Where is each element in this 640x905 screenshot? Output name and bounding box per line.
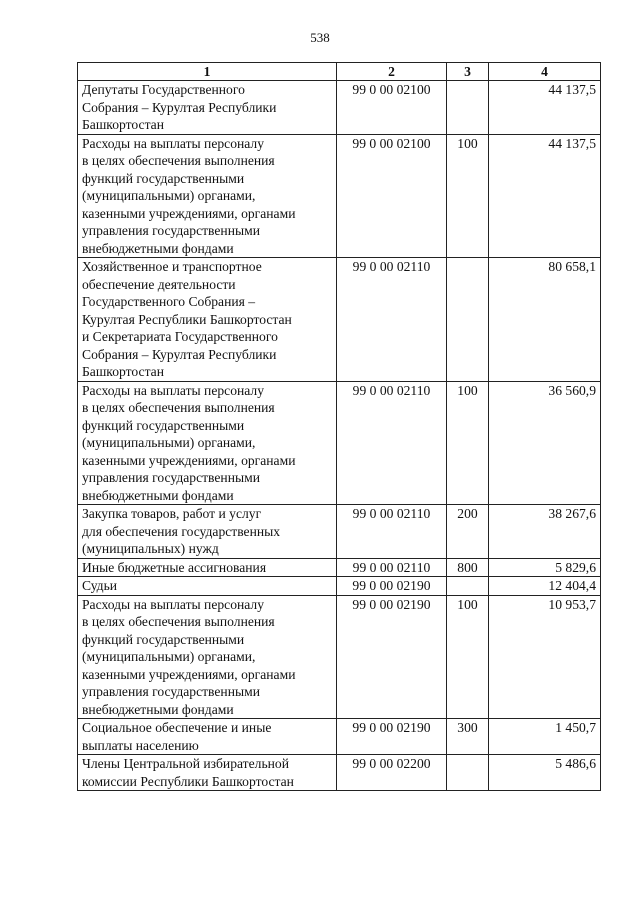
cell-type: 100	[447, 595, 489, 719]
cell-sum: 36 560,9	[489, 381, 601, 505]
page-number: 538	[310, 30, 330, 45]
cell-name: Иные бюджетные ассигнования	[78, 558, 337, 577]
cell-code: 99 0 00 02190	[337, 577, 447, 596]
header-col-2: 2	[337, 63, 447, 81]
cell-code: 99 0 00 02110	[337, 258, 447, 382]
table-row	[78, 577, 601, 596]
cell-code: 99 0 00 02110	[337, 381, 447, 505]
cell-type: 200	[447, 505, 489, 559]
cell-type: 100	[447, 381, 489, 505]
cell-type: 300	[447, 719, 489, 755]
table-row	[78, 719, 601, 755]
table-row	[78, 381, 601, 505]
cell-name: Члены Центральной избирательной комиссии Республики Башкортостан	[78, 755, 337, 791]
cell-name: Расходы на выплаты персоналу в целях обеспечения выполнения функций государственными (муниципальными) органами, казенными учреждениями, органами управления государственными внебюджетными фондами	[78, 595, 337, 719]
cell-sum: 44 137,5	[489, 134, 601, 258]
cell-name: Социальное обеспечение и иные выплаты населению	[78, 719, 337, 755]
cell-name: Депутаты Государственного Собрания – Курултая Республики Башкортостан	[78, 81, 337, 135]
cell-name: Хозяйственное и транспортное обеспечение деятельности Государственного Собрания – Курултая Республики Башкортостан и Секретариата Государственного Собрания – Курултая Республики Башкортостан	[78, 258, 337, 382]
cell-type	[447, 755, 489, 791]
table-row	[78, 81, 601, 135]
header-col-1: 1	[78, 63, 337, 81]
cell-type: 100	[447, 134, 489, 258]
cell-name: Расходы на выплаты персоналу в целях обеспечения выполнения функций государственными (муниципальными) органами, казенными учреждениями, органами управления государственными внебюджетными фондами	[78, 381, 337, 505]
cell-sum: 80 658,1	[489, 258, 601, 382]
table-header-row	[78, 63, 601, 81]
cell-code: 99 0 00 02100	[337, 134, 447, 258]
cell-name: Закупка товаров, работ и услуг для обеспечения государственных (муниципальных) нужд	[78, 505, 337, 559]
cell-sum: 38 267,6	[489, 505, 601, 559]
cell-type	[447, 81, 489, 135]
cell-sum: 44 137,5	[489, 81, 601, 135]
cell-sum: 12 404,4	[489, 577, 601, 596]
cell-code: 99 0 00 02110	[337, 558, 447, 577]
table-row	[78, 134, 601, 258]
table-body	[78, 81, 601, 791]
cell-sum: 1 450,7	[489, 719, 601, 755]
cell-type: 800	[447, 558, 489, 577]
cell-name: Расходы на выплаты персоналу в целях обеспечения выполнения функций государственными (муниципальными) органами, казенными учреждениями, органами управления государственными внебюджетными фондами	[78, 134, 337, 258]
table-row	[78, 558, 601, 577]
cell-type	[447, 258, 489, 382]
budget-table	[77, 62, 601, 791]
cell-name: Судьи	[78, 577, 337, 596]
cell-code: 99 0 00 02200	[337, 755, 447, 791]
cell-sum: 5 486,6	[489, 755, 601, 791]
cell-code: 99 0 00 02190	[337, 719, 447, 755]
cell-sum: 5 829,6	[489, 558, 601, 577]
cell-code: 99 0 00 02110	[337, 505, 447, 559]
table-row	[78, 505, 601, 559]
table-row	[78, 755, 601, 791]
table-row	[78, 258, 601, 382]
cell-sum: 10 953,7	[489, 595, 601, 719]
cell-type	[447, 577, 489, 596]
cell-code: 99 0 00 02190	[337, 595, 447, 719]
cell-code: 99 0 00 02100	[337, 81, 447, 135]
table-row	[78, 595, 601, 719]
header-col-3: 3	[447, 63, 489, 81]
header-col-4: 4	[489, 63, 601, 81]
